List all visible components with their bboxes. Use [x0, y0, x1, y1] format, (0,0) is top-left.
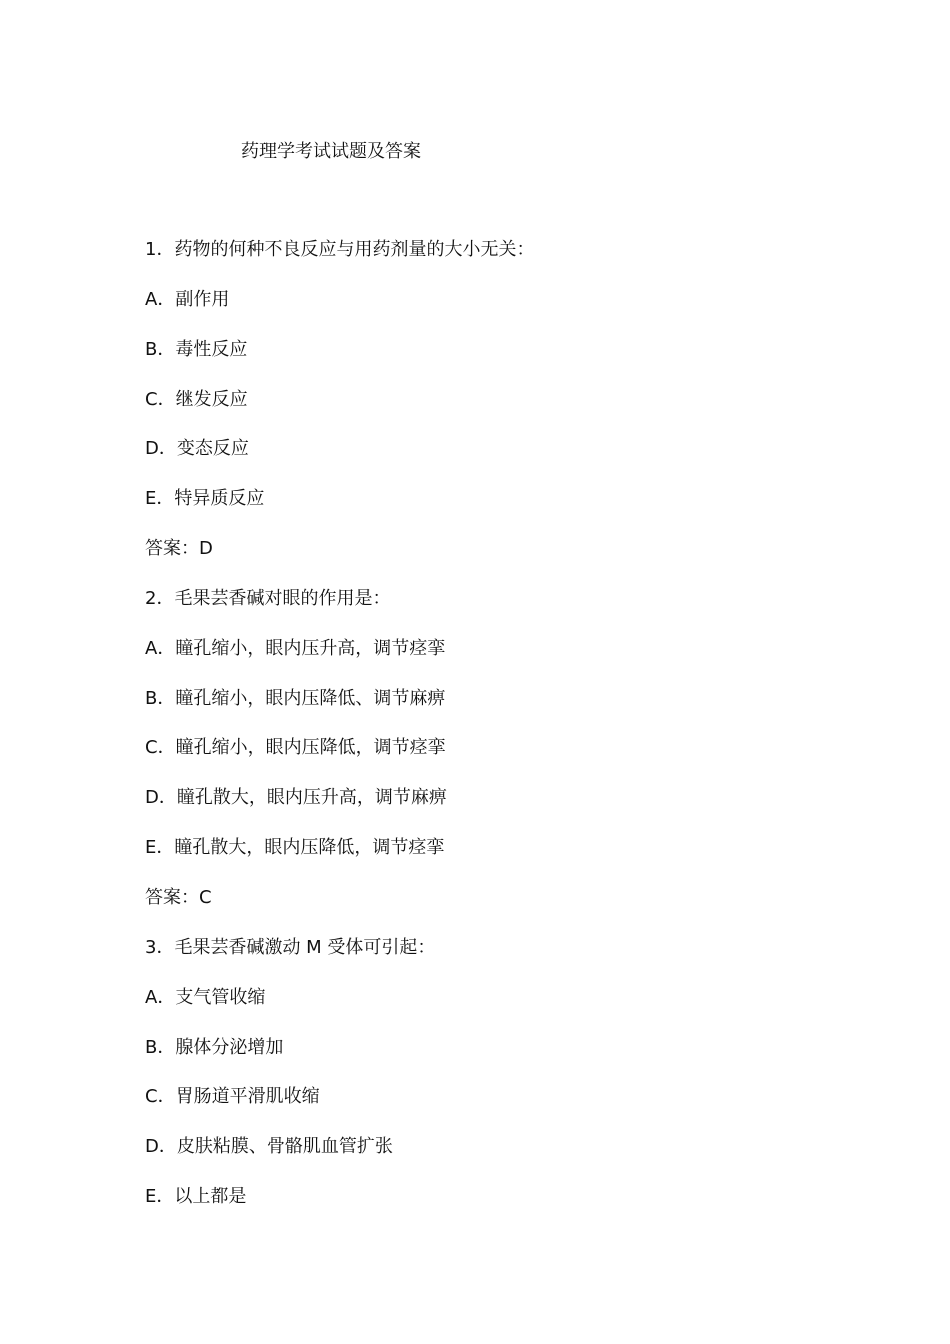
page-title: 药理学考试试题及答案 [241, 141, 421, 162]
question-2-option-d: D．瞳孔散大，眼内压升高，调节麻痹 [145, 787, 447, 809]
question-1-option-c: C．继发反应 [145, 388, 248, 410]
question-2-stem: 2．毛果芸香碱对眼的作用是： [145, 587, 391, 609]
question-1-answer: 答案：D [145, 538, 213, 560]
question-3-stem: 3．毛果芸香碱激动 M 受体可引起： [145, 936, 436, 958]
question-2-answer: 答案：C [145, 886, 212, 908]
question-1-stem: 1．药物的何种不良反应与用药剂量的大小无关： [145, 239, 535, 260]
question-3-option-e: E．以上都是 [145, 1186, 247, 1208]
question-3-option-b: B．腺体分泌增加 [145, 1036, 284, 1058]
question-1-option-b: B．毒性反应 [145, 338, 248, 360]
question-3-option-a: A．支气管收缩 [145, 986, 266, 1008]
question-1-option-e: E．特异质反应 [145, 488, 265, 510]
question-1-option-a: A．副作用 [145, 288, 230, 310]
question-list [145, 238, 865, 1235]
question-1-option-d: D．变态反应 [145, 438, 249, 460]
question-3-option-c: C．胃肠道平滑肌收缩 [145, 1086, 320, 1108]
question-2-option-e: E．瞳孔散大，眼内压降低，调节痉挛 [145, 837, 445, 859]
question-2-option-a: A．瞳孔缩小，眼内压升高，调节痉挛 [145, 637, 446, 659]
question-2-option-c: C．瞳孔缩小，眼内压降低，调节痉挛 [145, 737, 446, 759]
question-3-option-d: D．皮肤粘膜、骨骼肌血管扩张 [145, 1136, 393, 1158]
question-2-option-b: B．瞳孔缩小，眼内压降低、调节麻痹 [145, 687, 446, 709]
